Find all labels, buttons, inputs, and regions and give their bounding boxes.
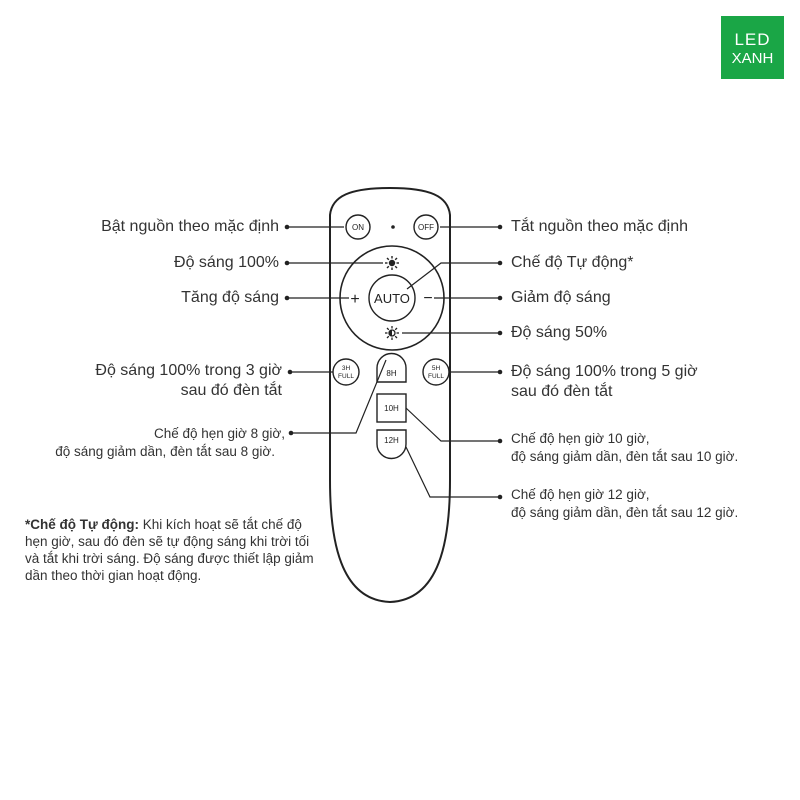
sun-half-icon [385, 326, 399, 340]
label-timer12-line1: Chế độ hẹn giờ 12 giờ, [511, 487, 650, 502]
brand-logo-line1: LED [734, 30, 771, 49]
auto-button-label: AUTO [374, 291, 410, 306]
timer-5h-label-bottom: FULL [428, 373, 444, 380]
label-3h-line1: Độ sáng 100% trong 3 giờ [95, 362, 282, 379]
label-timer12-line2: độ sáng giảm dần, đèn tắt sau 12 giờ. [511, 505, 739, 520]
label-auto-mode: Chế độ Tự động* [511, 254, 634, 271]
label-increase: Tăng độ sáng [181, 289, 279, 306]
timer-5h-label-top: 5H [431, 365, 441, 372]
timer-3h-button [333, 359, 359, 385]
label-power-on: Bật nguồn theo mặc định [101, 218, 279, 235]
timer-12h-label: 12H [384, 436, 399, 445]
minus-button-label: − [423, 290, 433, 307]
auto-mode-note [25, 516, 315, 584]
label-decrease: Giảm độ sáng [511, 289, 611, 306]
label-brightness-50: Độ sáng 50% [511, 324, 608, 341]
auto-mode-note-title: *Chế độ Tự động: [25, 517, 140, 532]
center-dot [391, 225, 395, 229]
plus-button-label: + [350, 291, 360, 308]
label-5h-line2: sau đó đèn tắt [511, 383, 613, 400]
label-timer8-line2: độ sáng giảm dần, đèn tắt sau 8 giờ. [55, 444, 275, 459]
on-button-label: ON [352, 223, 364, 232]
off-button-label: OFF [418, 223, 434, 232]
label-power-off: Tắt nguồn theo mặc định [511, 218, 689, 235]
brand-logo-line2: XANH [731, 50, 774, 67]
label-timer10-line2: độ sáng giảm dần, đèn tắt sau 10 giờ. [511, 449, 739, 464]
label-timer10-line1: Chế độ hẹn giờ 10 giờ, [511, 431, 650, 446]
sun-full-icon [385, 256, 399, 270]
timer-3h-label-top: 3H [341, 365, 351, 372]
timer-5h-button [423, 359, 449, 385]
auto-mode-note-body: Khi kích hoạt sẽ tắt chế độ hẹn giờ, sau đó đèn sẽ tự động sáng khi trời tối và tắt khi trời sáng. Độ sáng được thiết lập giảm dần theo thời gian hoạt động. [25, 517, 314, 583]
timer-10h-label: 10H [384, 404, 399, 413]
label-3h-line2: sau đó đèn tắt [180, 382, 282, 399]
label-5h-line1: Độ sáng 100% trong 5 giờ [511, 363, 698, 380]
label-timer8-line1: Chế độ hẹn giờ 8 giờ, [153, 426, 285, 441]
label-brightness-100: Độ sáng 100% [174, 254, 279, 271]
timer-8h-label: 8H [386, 369, 397, 378]
timer-3h-label-bottom: FULL [338, 373, 354, 380]
